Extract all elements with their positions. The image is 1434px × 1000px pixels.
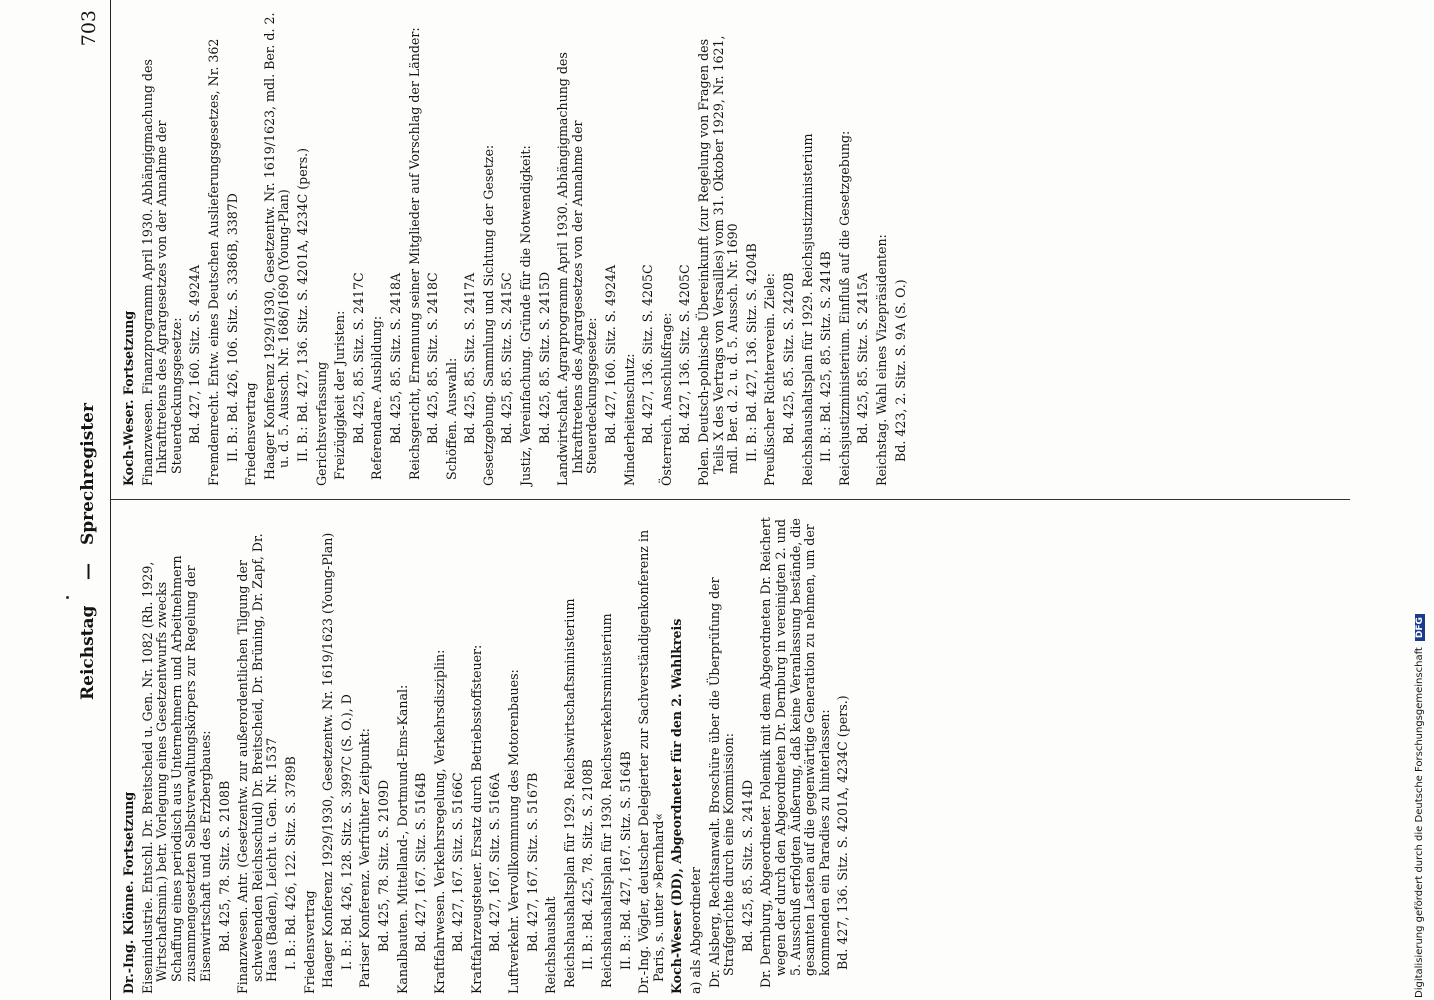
register-entry: II. B.: Bd. 427, 136. Sitz. S. 4201A, 4234C (pers.) [294, 147, 310, 462]
register-entry: Finanzwesen. Antr. (Gesetzentw. zur außerordentlichen Tilgung der schwebenden Reichsschuld) Dr. Breitscheid, Dr. Brüning, Dr. Zapf, Dr. Haas (Baden), Leicht u. Gen. Nr. 1537 [235, 533, 280, 994]
register-entry: Dr.-Ing. Vögler, deutscher Delegierter zur Sachverständigenkonferenz in Paris, s. unter »Bernhard« [636, 529, 666, 994]
register-entry: Bd. 427, 167. Sitz. S. 5167B [524, 772, 540, 952]
register-entry: Gesetzgebung. Sammlung und Sichtung der Gesetze: [480, 144, 496, 486]
page-number: 703 [78, 10, 100, 47]
register-entry: Dr.-Ing. Klönne. Fortsetzung [121, 791, 136, 994]
register-entry: Fremdenrecht. Entw. eines Deutschen Auslieferungsgesetzes, Nr. 362 [205, 38, 221, 486]
digitization-credit [1414, 0, 1425, 998]
register-entry: Koch-Weser. Fortsetzung [121, 310, 136, 486]
register-entry: Bd. 427, 136. Sitz. S. 4205C [677, 264, 693, 444]
register-entry: Justiz, Vereinfachung. Gründe für die Notwendigkeit: [518, 145, 534, 486]
register-entry: Freizügigkeit der Juristen: [332, 310, 348, 480]
register-entry: Bd. 427, 167. Sitz. S. 5166A [487, 772, 503, 952]
register-entry: Haager Konferenz 1929/1930, Gesetzentw. Nr. 1619/1623, mdl. Ber. d. 2. u. d. 5. Aussch. Nr. 1686/1690 (Young-Plan) [261, 12, 292, 480]
register-entry: Bd. 427, 160. Sitz. S. 4924A [187, 264, 203, 444]
register-entry: Pariser Konferenz. Verfrühter Zeitpunkt: [357, 728, 373, 988]
register-entry: Preußischer Richterverein. Ziele: [762, 273, 778, 486]
register-entry: Friedensvertrag [301, 890, 317, 994]
register-entry: I. B.: Bd. 426, 122. Sitz. S. 3789B [282, 756, 298, 970]
register-entry: Reichshaushaltsplan für 1929. Reichsjustizministerium [799, 133, 815, 486]
register-entry: Kraftfahrzeugsteuer. Ersatz durch Betriebsstoffsteuer: [468, 644, 484, 994]
register-entry: Koch-Weser (DD), Abgeordneter für den 2. Wahlkreis [669, 618, 685, 994]
dfg-logo: DFG [1415, 614, 1425, 641]
register-entry: Kanalbauten. Mittelland-, Dortmund-Ems-Kanal: [394, 684, 410, 994]
register-entry: Bd. 425, 85. Sitz. S. 2418C [425, 272, 441, 444]
register-entry: Dr. Alsberg, Rechtsanwalt. Broschüre über die Überprüfung der Strafgerichte durch eine Kommission: [706, 577, 737, 988]
register-entry: II. B.: Bd. 425, 85. Sitz. S. 2414B [818, 251, 834, 462]
register-entry: Bd. 427, 136. Sitz. S. 4205C [640, 264, 656, 444]
right-column [122, 6, 912, 486]
register-entry: Landwirtschaft. Agrarprogramm April 1930. Abhängigmachung des Inkrafttretens des Agrargesetzes von der Annahme der Steuerdeckungsgesetze: [555, 52, 600, 486]
register-entry: Bd. 425, 78. Sitz. S. 2108B [216, 780, 232, 952]
register-entry: II. B.: Bd. 426, 106. Sitz. S. 3386B, 3387D [224, 193, 240, 462]
register-entry: Eisenindustrie. Entschl. Dr. Breitscheid u. Gen. Nr. 1082 (Rh. 1929, Wirtschaftsmin.) betr. Vorlegung eines Gesetzentwurfs zwecks Schaffung eines periodisch aus Unternehmern und Arbeitnehmern zusammengesetzten Selbstverwaltungskörpers zur Regelung der Eisenwirtschaft und des Erzbergbaues: [139, 555, 213, 994]
rotated-register-page [70, 0, 1370, 1000]
register-entry: Bd. 427, 167. Sitz. S. 5164B [413, 772, 429, 952]
register-entry: Reichsgericht, Ernennung seiner Mitglieder auf Vorschlag der Länder: [406, 27, 422, 480]
register-entry: Bd. 425, 85. Sitz. S. 2414D [739, 779, 755, 952]
register-entry: Luftverkehr. Vervollkommnung des Motorenbaues: [506, 669, 522, 994]
register-entry: II. B.: Bd. 427, 167. Sitz. S. 5164B [617, 751, 633, 970]
credit-text: Digitalisierung gefördert durch die Deutsche Forschungsgemeinschaft [1414, 647, 1425, 998]
register-entry: Reichshaushalt [543, 896, 559, 994]
register-entry: Bd. 427, 167. Sitz. S. 5166C [450, 772, 466, 952]
header-dash: — [78, 563, 98, 580]
register-entry: Gerichtsverfassung [313, 361, 329, 486]
register-entry: Reichshaushaltsplan für 1930. Reichsverkehrsministerium [599, 613, 615, 988]
register-entry: Kraftfahrwesen. Verkehrsregelung, Verkehrsdisziplin: [431, 649, 447, 994]
register-entry: Referendare. Ausbildung: [369, 315, 385, 480]
register-entry: Österreich. Anschlußfrage: [658, 312, 674, 486]
register-entry: Bd. 425, 85. Sitz. S. 2415C [499, 272, 515, 444]
register-entry: Reichshaushaltsplan für 1929. Reichswirtschaftsministerium [561, 598, 577, 988]
register-entry: Bd. 425, 85. Sitz. S. 2417A [462, 272, 478, 444]
register-entry: Bd. 423, 2. Sitz. S. 9A (S. O.) [892, 279, 908, 462]
register-entry: Bd. 425, 78. Sitz. S. 2109D [375, 779, 391, 952]
register-entry: Schöffen. Auswahl: [443, 357, 459, 480]
register-entry: Haager Konferenz 1929/1930, Gesetzentw. Nr. 1619/1623 (Young-Plan) [320, 532, 336, 988]
register-entry: a) als Abgeordneter [688, 867, 703, 994]
register-entry: Polen. Deutsch-polnische Übereinkunft (zur Regelung von Fragen des Teils X des Vertrags von Versailles) vom 31. Oktober 1929, Nr. 1621, mdl. Ber. d. 2. u. d. 5. Aussch. Nr. 1690 [696, 35, 741, 486]
register-entry: Reichstag. Wahl eines Vizepräsidenten: [873, 234, 889, 486]
register-entry: Bd. 425, 85. Sitz. S. 2418A [387, 272, 403, 444]
register-entry: Dr. Dernburg, Abgeordneter. Polemik mit dem Abgeordneten Dr. Reichert wegen der durch den Abgeordneten Dr. Dernburg in vereinigten 2. und 5. Ausschuß erfolgten Äußerung, daß keine Veranlassung bestände, die gesamten Lasten auf die gegenwärtige Generation zu nehmen, um der kommenden ein Paradies zu hinterlassen: [758, 517, 832, 988]
register-entry: Reichsjustizministerium. Einfluß auf die Gesetzgebung: [836, 130, 852, 486]
register-entry: Bd. 425, 85. Sitz. S. 2417C [350, 272, 366, 444]
register-entry: Bd. 427, 136. Sitz. S. 4201A, 4234C (pers.) [835, 695, 851, 970]
register-entry: Bd. 425, 85. Sitz. S. 2415D [536, 271, 552, 444]
register-entry: Bd. 425, 85. Sitz. S. 2420B [780, 272, 796, 444]
left-column [122, 514, 855, 994]
register-entry: Friedensvertrag [243, 382, 259, 486]
column-divider [110, 499, 1350, 500]
header-right-title: Sprechregister [78, 403, 98, 545]
ink-speck [66, 596, 69, 599]
register-entry: Bd. 425, 85. Sitz. S. 2415A [855, 272, 871, 444]
header-left-title: Reichstag [78, 605, 98, 700]
register-entry: I. B.: Bd. 426, 128. Sitz. S. 3997C (S. O.), D [338, 694, 354, 970]
register-entry: II. B.: Bd. 427, 136. Sitz. S. 4204B [743, 243, 759, 462]
register-entry: Minderheitenschutz: [621, 353, 637, 486]
register-entry: Finanzwesen. Finanzprogramm April 1930. Abhängigmachung des Inkrafttretens des Agrargesetzes von der Annahme der Steuerdeckungsgesetze: [139, 59, 184, 486]
register-entry: II. B.: Bd. 425, 78. Sitz. S. 2108B [580, 759, 596, 970]
page-header [70, 0, 111, 1000]
register-entry: Bd. 427, 160. Sitz. S. 4924A [603, 264, 619, 444]
